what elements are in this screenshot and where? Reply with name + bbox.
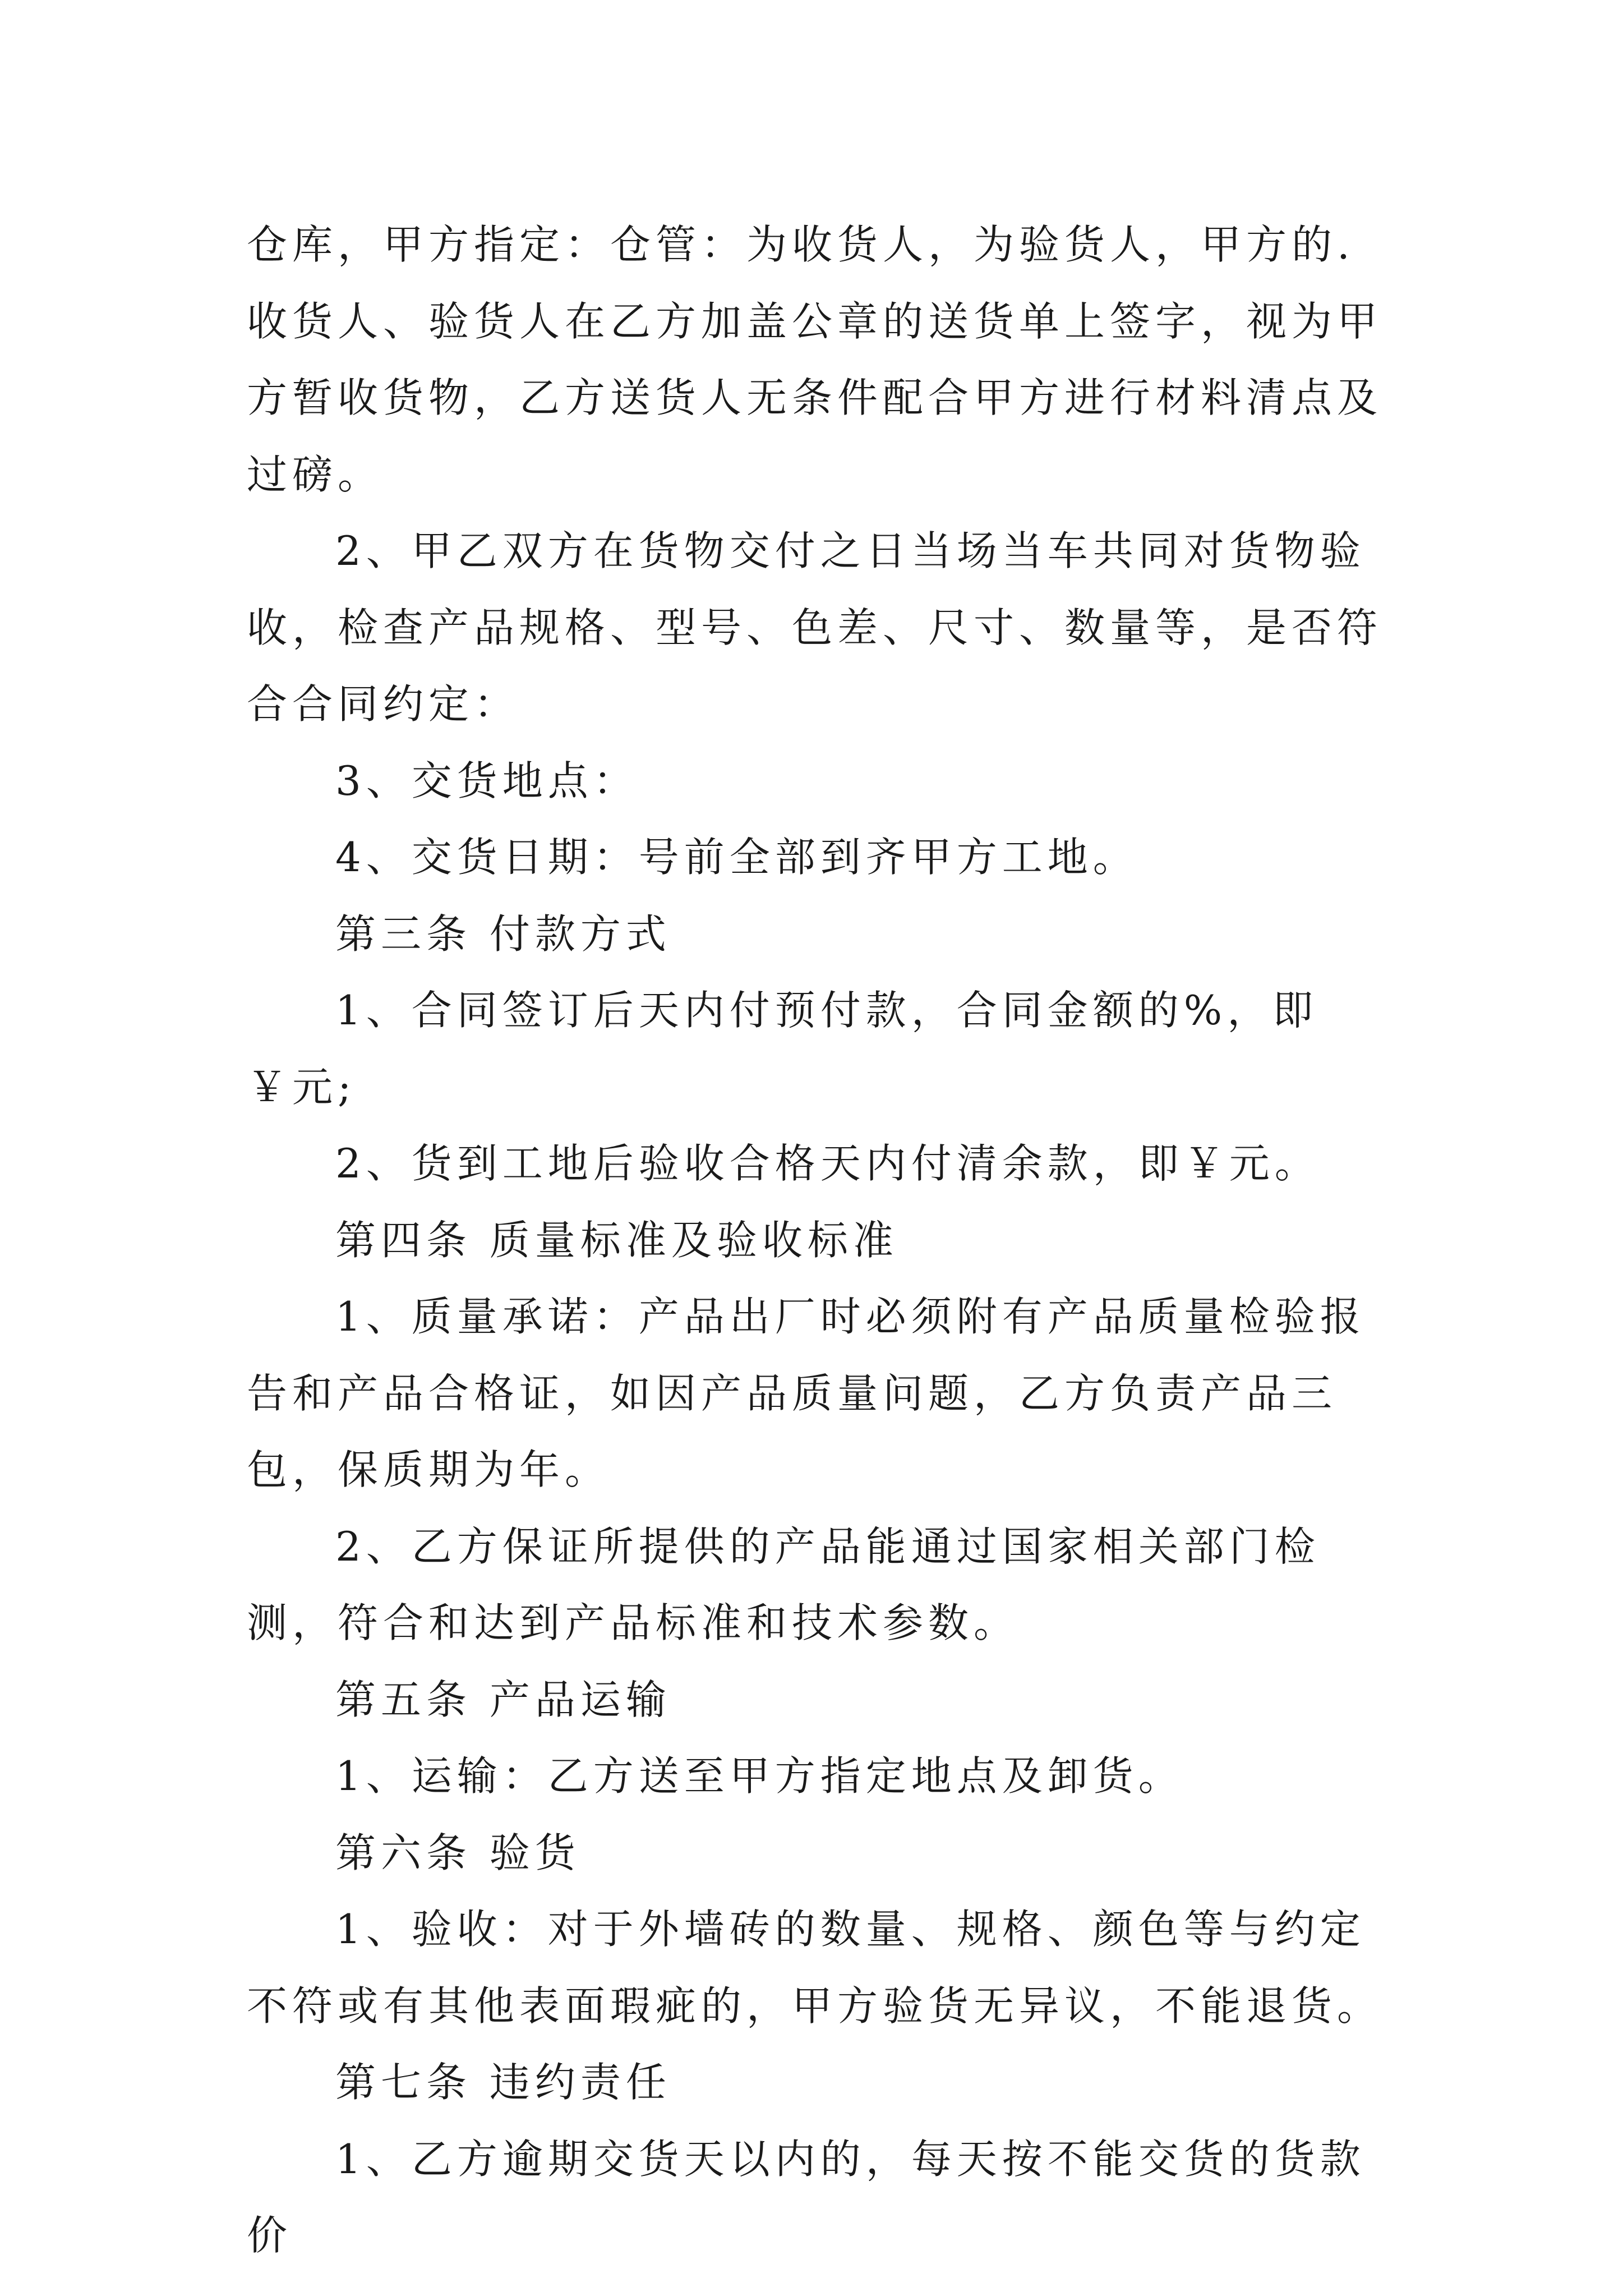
section-heading-liability: 第七条 违约责任 <box>335 2059 671 2106</box>
paragraph-balance-payment: 2、货到工地后验收合格天内付清余款，即￥元。 <box>335 1140 1320 1187</box>
paragraph-warehouse-receipt: 仓库，甲方指定：仓管：为收货人，为验货人，甲方的.收货人、验货人在乙方加盖公章的送货单上签字，视为甲方暂收货物，乙方送货人无条件配合甲方进行材料清点及过磅。 <box>247 221 1383 498</box>
paragraph-joint-inspection: 2、甲乙双方在货物交付之日当场当车共同对货物验收，检查产品规格、型号、色差、尺寸、数量等，是否符合合同约定： <box>247 527 1383 728</box>
section-heading-inspection: 第六条 验货 <box>335 1829 580 1876</box>
document-body <box>247 206 1385 2274</box>
paragraph-quality-commitment: 1、质量承诺：产品出厂时必须附有产品质量检验报告和产品合格证，如因产品质量问题，乙方负责产品三包，保质期为年。 <box>247 1293 1366 1493</box>
section-heading-payment: 第三条 付款方式 <box>335 910 671 958</box>
paragraph-late-delivery: 1、乙方逾期交货天以内的，每天按不能交货的货款价 <box>247 2135 1366 2259</box>
paragraph-quality-testing: 2、乙方保证所提供的产品能通过国家相关部门检测，符合和达到产品标准和技术参数。 <box>247 1522 1320 1646</box>
paragraph-delivery-date: 4、交货日期：号前全部到齐甲方工地。 <box>335 834 1138 881</box>
paragraph-transport: 1、运输：乙方送至甲方指定地点及卸货。 <box>335 1752 1184 1800</box>
section-heading-transport: 第五条 产品运输 <box>335 1676 671 1723</box>
paragraph-delivery-location: 3、交货地点： <box>335 757 639 804</box>
paragraph-advance-payment: 1、合同签订后天内付预付款，合同金额的%，即￥元; <box>247 987 1318 1111</box>
paragraph-acceptance: 1、验收：对于外墙砖的数量、规格、颜色等与约定不符或有其他表面瑕疵的，甲方验货无异议，不能退货。 <box>247 1906 1383 2030</box>
section-heading-quality: 第四条 质量标准及验收标准 <box>335 1216 898 1264</box>
